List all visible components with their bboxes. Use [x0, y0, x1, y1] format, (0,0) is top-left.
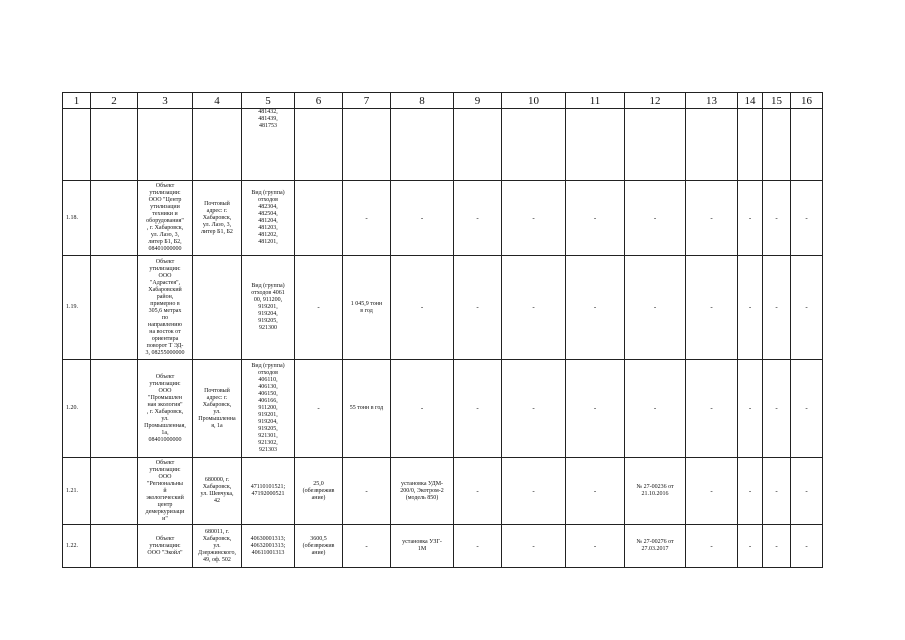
table-cell: - [454, 256, 502, 360]
table-cell: - [738, 360, 763, 458]
row-number-cell: 1.18. [63, 181, 91, 256]
table-cell: - [686, 458, 738, 525]
table-cell: - [502, 360, 566, 458]
table-cell: 55 тонн в год [343, 360, 391, 458]
table-cell: - [391, 256, 454, 360]
column-number-cell: 2 [91, 93, 138, 109]
row-number-cell [63, 109, 91, 181]
table-row [63, 458, 823, 525]
table-cell: Объект утилизации: ООО "Промышлен ная экология" , г. Хабаровск, ул. Промышленная, 1а, 08401000000 [138, 360, 193, 458]
row-number-cell: 1.22. [63, 525, 91, 568]
table-cell [295, 109, 343, 181]
column-number-cell: 9 [454, 93, 502, 109]
table-cell: - [454, 458, 502, 525]
table-cell: - [566, 360, 625, 458]
table-cell [295, 181, 343, 256]
table-cell: - [391, 360, 454, 458]
table-row [63, 181, 823, 256]
table-cell: - [738, 525, 763, 568]
column-number-cell: 16 [791, 93, 823, 109]
table-cell [454, 109, 502, 181]
table-cell: - [454, 525, 502, 568]
column-number-cell: 5 [242, 93, 295, 109]
empty-cell [91, 181, 138, 256]
table-cell [686, 109, 738, 181]
table-cell: - [502, 525, 566, 568]
table-cell: - [791, 360, 823, 458]
table-cell: Вид (группа) отходов 4061 00, 911200, 919201, 919204, 919205, 921300 [242, 256, 295, 360]
table-cell [791, 109, 823, 181]
table-cell: - [738, 458, 763, 525]
table-cell: - [566, 525, 625, 568]
table-cell [763, 109, 791, 181]
table-cell: 40630001313; 40632001313; 40611001313 [242, 525, 295, 568]
table-cell [502, 109, 566, 181]
empty-cell [91, 109, 138, 181]
table-cell: - [625, 360, 686, 458]
table-cell: - [295, 256, 343, 360]
table-cell: - [686, 181, 738, 256]
table-row [63, 360, 823, 458]
register-table [62, 92, 823, 568]
table-cell: 25,0 (обезврежив ание) [295, 458, 343, 525]
table-cell: - [625, 181, 686, 256]
table-cell: Почтовый адрес: г. Хабаровск, ул. Лазо, 3, литер Б1, Б2 [193, 181, 242, 256]
table-cell: - [566, 181, 625, 256]
table-cell: - [343, 181, 391, 256]
table-cell: 680011, г. Хабаровск, ул. Дзержинского, 49, оф. 502 [193, 525, 242, 568]
table-cell: - [686, 525, 738, 568]
table-cell [138, 109, 193, 181]
table-cell: - [738, 256, 763, 360]
column-number-cell: 11 [566, 93, 625, 109]
row-number-cell: 1.20. [63, 360, 91, 458]
table-cell: № 27-00236 от 21.10.2016 [625, 458, 686, 525]
table-cell: - [502, 458, 566, 525]
table-cell: - [686, 256, 738, 360]
table-cell: № 27-00276 от 27.03.2017 [625, 525, 686, 568]
table-cell: Объект утилизации: ООО "Центр утилизации техники и оборудования" , г. Хабаровск, ул. Лазо, 3, литер Б1, Б2, 08401000000 [138, 181, 193, 256]
table-cell: - [763, 256, 791, 360]
table-cell: - [763, 181, 791, 256]
table-cell: - [763, 458, 791, 525]
table-cell: - [502, 256, 566, 360]
column-number-cell: 10 [502, 93, 566, 109]
column-number-cell: 1 [63, 93, 91, 109]
table-cell: - [454, 360, 502, 458]
table-cell: 1 045,9 тонн в год [343, 256, 391, 360]
table-cell [193, 109, 242, 181]
table-cell [391, 109, 454, 181]
table-cell: - [625, 256, 686, 360]
table-cell: 47110101521; 47192000521 [242, 458, 295, 525]
table-row [63, 109, 823, 181]
table-cell: 481432, 481439, 481753 [242, 109, 295, 181]
table-cell: - [763, 360, 791, 458]
row-number-cell: 1.21. [63, 458, 91, 525]
empty-cell [91, 525, 138, 568]
empty-cell [91, 256, 138, 360]
column-number-cell: 12 [625, 93, 686, 109]
table-cell: - [791, 525, 823, 568]
table-cell: - [454, 181, 502, 256]
column-number-cell: 8 [391, 93, 454, 109]
table-cell: Вид (группа) отходов 406110, 406130, 406150, 406166, 911200, 919201, 919204, 919205, 921301, 921302, 921303 [242, 360, 295, 458]
table-cell: - [502, 181, 566, 256]
column-number-cell: 13 [686, 93, 738, 109]
column-number-cell: 6 [295, 93, 343, 109]
column-number-cell: 15 [763, 93, 791, 109]
table-row [63, 525, 823, 568]
table-cell [193, 256, 242, 360]
table-cell: 680000, г. Хабаровск, ул. Шевчука, 42 [193, 458, 242, 525]
table-cell [566, 109, 625, 181]
table-cell: установка УДМ- 200/0, Экотром-2 (модель 850) [391, 458, 454, 525]
table-cell [343, 109, 391, 181]
table-cell: - [686, 360, 738, 458]
table-cell: Объект утилизации: ООО "Региональны й экологический центр демеркуризаци и" [138, 458, 193, 525]
table-cell [738, 109, 763, 181]
table-cell: Почтовый адрес: г. Хабаровск, ул. Промышленна я, 1а [193, 360, 242, 458]
column-number-cell: 7 [343, 93, 391, 109]
column-number-cell: 3 [138, 93, 193, 109]
table-cell: - [791, 181, 823, 256]
table-cell: - [343, 525, 391, 568]
table-row [63, 256, 823, 360]
table-cell: - [343, 458, 391, 525]
table-cell: - [738, 181, 763, 256]
table-cell: 3600,5 (обезврежив ание) [295, 525, 343, 568]
table-cell: Объект утилизации: ООО "Экойл" [138, 525, 193, 568]
table-cell: Вид (группа) отходов 482304, 482504, 481204, 481203, 481202, 481201, [242, 181, 295, 256]
table-cell: Объект утилизации: ООО "Адрастея", Хабаровский район, примерно в 305,6 метрах по направлению на восток от ориентира поворот Т ЭД- 3, 08255000000 [138, 256, 193, 360]
table-cell: установка УЗГ- 1М [391, 525, 454, 568]
empty-cell [91, 360, 138, 458]
empty-cell [91, 458, 138, 525]
table-cell: - [763, 525, 791, 568]
table-cell: - [566, 458, 625, 525]
row-number-cell: 1.19. [63, 256, 91, 360]
column-number-cell: 4 [193, 93, 242, 109]
table-cell: - [791, 458, 823, 525]
column-number-cell: 14 [738, 93, 763, 109]
table-cell: - [566, 256, 625, 360]
column-number-row [63, 93, 823, 109]
table-cell: - [295, 360, 343, 458]
table-cell [625, 109, 686, 181]
table-cell: - [791, 256, 823, 360]
table-cell: - [391, 181, 454, 256]
